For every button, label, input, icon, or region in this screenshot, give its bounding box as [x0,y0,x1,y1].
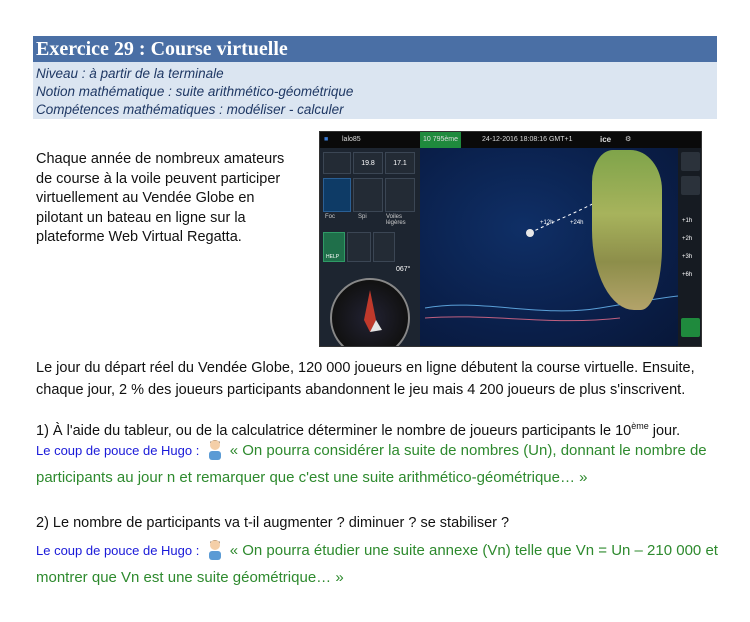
time-step-1h[interactable]: +1h [682,218,693,224]
hugo-avatar-icon [206,438,224,460]
wind-readout: 17.1 [385,152,415,174]
gauge-tile [323,152,351,174]
help-button[interactable] [323,232,345,262]
time-step-3h[interactable]: +3h [682,254,693,260]
heading-readout: 067° [396,266,411,273]
exercise-meta [33,62,717,119]
sail-label-foc: Foc [325,214,336,220]
time-step-2h[interactable]: +2h [682,236,693,242]
help-label: HELP [326,254,340,260]
expand-icon[interactable] [681,176,700,195]
sail-spi-button[interactable] [353,178,383,212]
game-screenshot [319,131,702,347]
problem-statement: Le jour du départ réel du Vendée Globe, 120 000 joueurs en ligne débutent la course virtuelle. Ensuite, chaque jour, 2 % des joueurs participants abandonnent le jeu mais 4 200 joueurs de plus s'inscrivent. [36,360,695,398]
question-1-sup: ème [631,421,649,431]
hint-label: Le coup de pouce de Hugo : [36,543,200,558]
meta-level: Niveau : à partir de la terminale [36,66,224,81]
hint-1 [36,437,726,491]
sail-label-spi: Spi [358,214,367,220]
social-icon[interactable] [681,318,700,337]
speed-readout: 19.8 [353,152,383,174]
brand-logo: ice [600,135,612,144]
compass-dial[interactable] [330,278,410,347]
question-1-text: 1) À l'aide du tableur, ou de la calculatrice déterminer le nombre de joueurs participants le 10 [36,422,632,439]
meta-skills: Compétences mathématiques : modéliser - calculer [36,102,344,117]
meta-notion: Notion mathématique : suite arithmético-géométrique [36,84,354,99]
boat-view-button[interactable] [347,232,371,262]
compass-needle-icon [332,280,408,347]
hint-label: Le coup de pouce de Hugo : [36,443,200,458]
hugo-avatar-icon [206,538,224,560]
settings-icon: ⚙ [625,136,632,143]
player-name: lalo85 [342,136,361,143]
sail-light-button[interactable] [385,178,415,212]
hint-1-text: « On pourra considérer la suite de nombres (Un), donnant le nombre de participants au jour n et remarquer que c'est une suite arithmético-géométrique… » [36,442,707,486]
route-marker-12h: +12h [540,220,554,226]
intro-paragraph: Chaque année de nombreux amateurs de course à la voile peuvent participer virtuellement au Vendée Globe en pilotant un bateau en ligne sur la plateforme Web Virtual Regatta. [36,151,285,245]
rank-badge: 10 795ème [420,132,461,148]
game-topbar [320,132,701,148]
datetime: 24-12-2016 18:08:16 GMT+1 [482,136,573,143]
question-1-suffix: jour. [648,422,681,439]
sail-foc-button[interactable] [323,178,351,212]
question-2: 2) Le nombre de participants va t-il augmenter ? diminuer ? se stabiliser ? [36,515,510,531]
hint-2-text: « On pourra étudier une suite annexe (Vn) telle que Vn = Un – 210 000 et montrer que Vn est une suite géométrique… » [36,542,718,586]
hint-2 [36,537,726,591]
sail-label-light: Voiles légères [386,214,406,226]
home-icon[interactable] [681,152,700,171]
map-toolbar [678,148,702,347]
route-marker-24h: +24h [570,220,584,226]
exercise-title: Exercice 29 : Course virtuelle [33,36,717,62]
flag-icon: ■ [324,136,329,143]
control-panel [320,148,420,347]
autopilot-button[interactable] [373,232,395,262]
time-step-6h[interactable]: +6h [682,272,693,278]
